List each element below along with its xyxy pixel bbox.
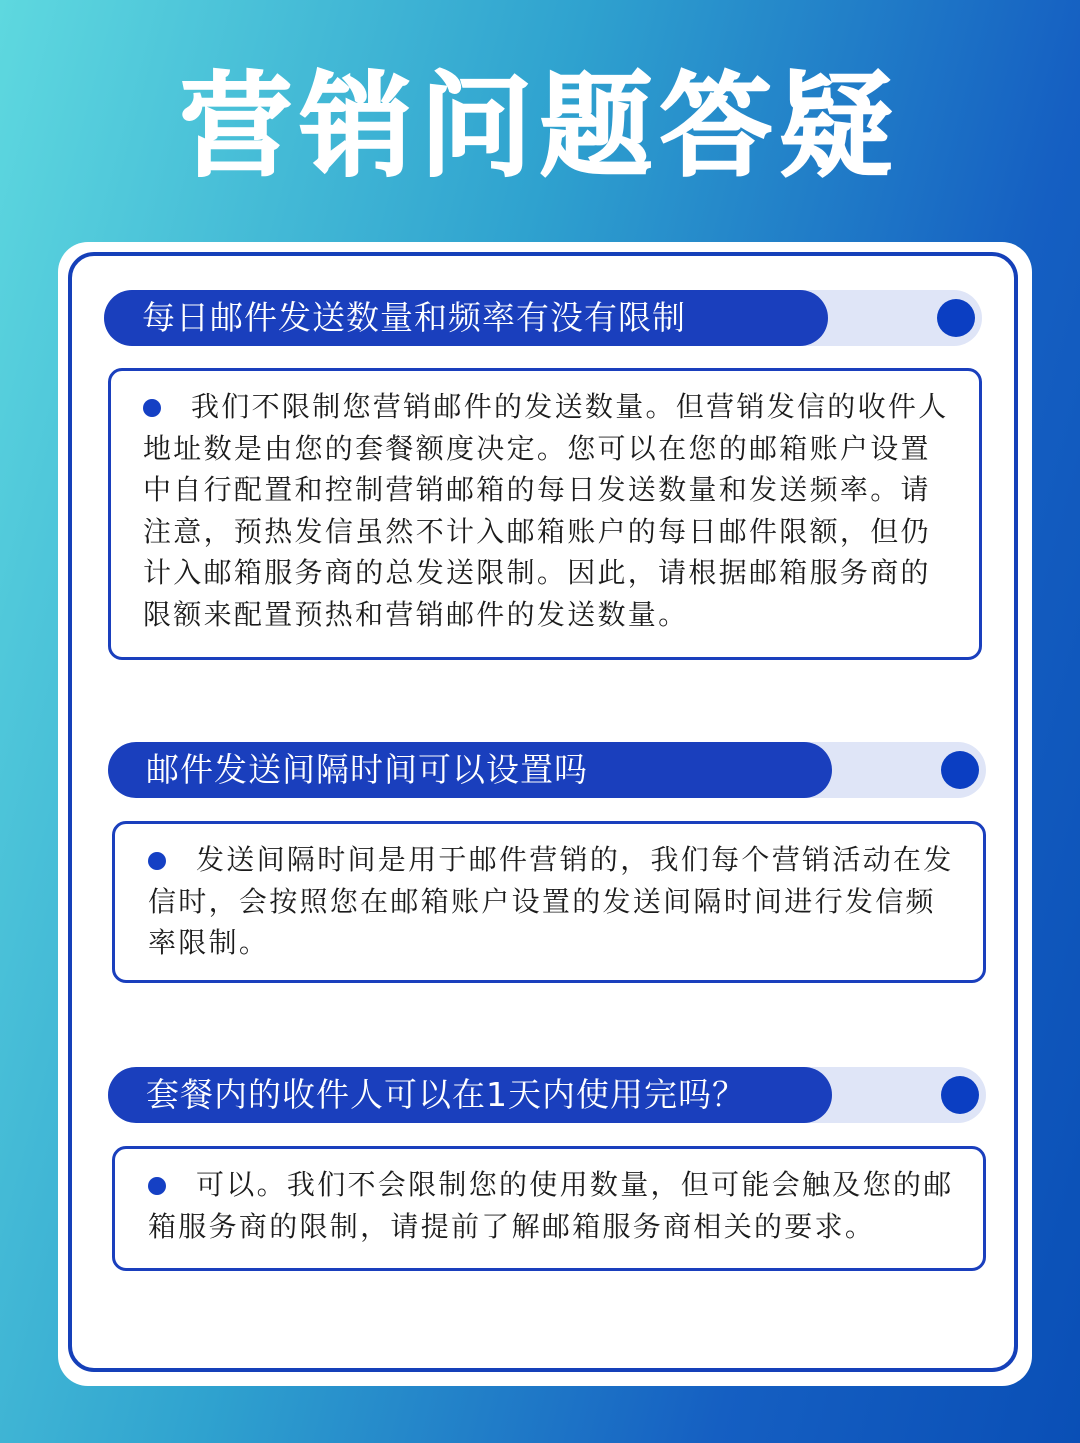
- question-label-2: 邮件发送间隔时间可以设置吗: [108, 742, 832, 798]
- answer-box-3: [112, 1146, 986, 1271]
- answer-box-1: [108, 368, 982, 660]
- question-label-1: 每日邮件发送数量和频率有没有限制: [104, 290, 828, 346]
- answer-box-2: [112, 821, 986, 983]
- question-bar-1: [104, 290, 982, 346]
- answer-text-2: 发送间隔时间是用于邮件营销的，我们每个营销活动在发信时，会按照您在邮箱账户设置的发送间隔时间进行发信频率限制。: [148, 843, 954, 960]
- question-label-3: 套餐内的收件人可以在1天内使用完吗？: [108, 1067, 832, 1123]
- question-dot-icon: [941, 751, 979, 789]
- page-title: 营销问题答疑: [180, 62, 900, 192]
- answer-text-1: 我们不限制您营销邮件的发送数量。但营销发信的收件人地址数是由您的套餐额度决定。您可以在您的邮箱账户设置中自行配置和控制营销邮箱的每日发送数量和发送频率。请注意，预热发信虽然不计入邮箱账户的每日邮件限额，但仍计入邮箱服务商的总发送限制。因此，请根据邮箱服务商的限额来配置预热和营销邮件的发送数量。: [143, 390, 949, 631]
- question-bar-3: [108, 1067, 986, 1123]
- answer-text-3: 可以。我们不会限制您的使用数量，但可能会触及您的邮箱服务商的限制，请提前了解邮箱服务商相关的要求。: [148, 1168, 954, 1243]
- question-dot-icon: [941, 1076, 979, 1114]
- question-dot-icon: [937, 299, 975, 337]
- question-bar-2: [108, 742, 986, 798]
